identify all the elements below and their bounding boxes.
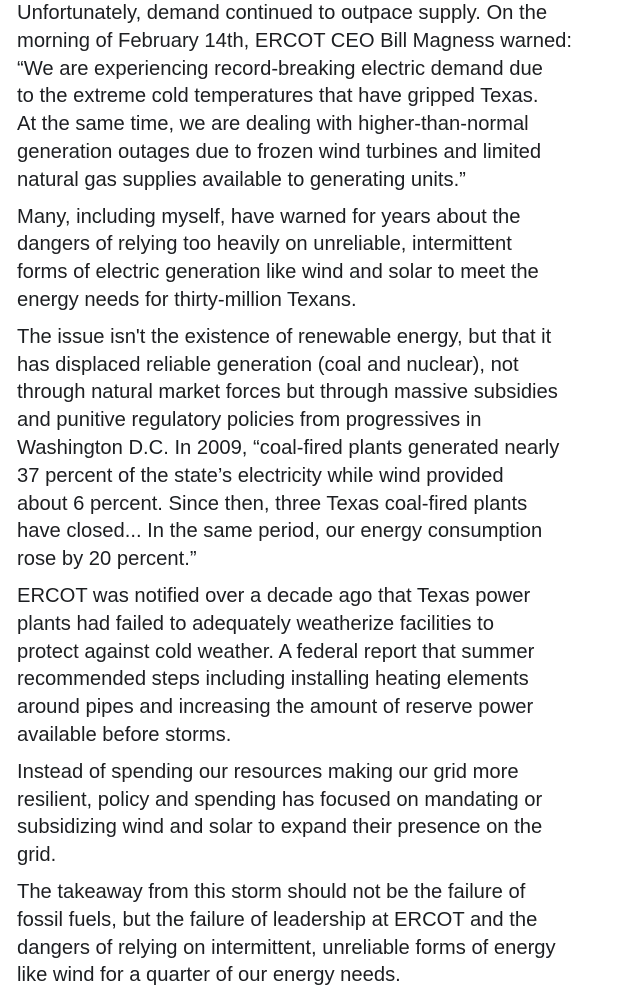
paragraph-takeaway [17, 879, 626, 990]
text-line: resilient, policy and spending has focused on mandating or [17, 788, 543, 811]
text-line: Many, including myself, have warned for years about the [17, 205, 521, 228]
text-line: morning of February 14th, ERCOT CEO Bill Magness warned: [17, 29, 573, 52]
text-line: At the same time, we are dealing with higher-than-normal [17, 113, 529, 136]
text-line: fossil fuels, but the failure of leadership at ERCOT and the [17, 908, 538, 931]
text-line: has displaced reliable generation (coal and nuclear), not [17, 353, 519, 376]
text-line: natural gas supplies available to generating units.” [17, 168, 466, 191]
text-line: about 6 percent. Since then, three Texas coal-fired plants [17, 492, 528, 515]
text-line: through natural market forces but through massive subsidies [17, 381, 558, 404]
text-line: and punitive regulatory policies from progressives in [17, 409, 482, 432]
paragraph-warnings [17, 204, 626, 315]
text-line: rose by 20 percent.” [17, 548, 197, 571]
text-line: like wind for a quarter of our energy needs. [17, 964, 401, 987]
text-line: 37 percent of the state’s electricity while wind provided [17, 464, 504, 487]
text-line: dangers of relying too heavily on unreliable, intermittent [17, 233, 512, 256]
paragraph-ercot-notified [17, 583, 626, 750]
text-line: subsidizing wind and solar to expand their presence on the [17, 816, 543, 839]
text-line: energy needs for thirty-million Texans. [17, 288, 357, 311]
paragraph-spending-focus [17, 759, 626, 870]
paragraph-demand-outpaces-supply [17, 0, 626, 195]
text-line: The issue isn't the existence of renewable energy, but that it [17, 325, 552, 348]
text-line: Instead of spending our resources making our grid more [17, 760, 519, 783]
text-line: generation outages due to frozen wind turbines and limited [17, 140, 542, 163]
text-line: ERCOT was notified over a decade ago that Texas power [17, 584, 531, 607]
text-line: to the extreme cold temperatures that have gripped Texas. [17, 85, 539, 108]
text-line: grid. [17, 844, 57, 867]
text-line: have closed... In the same period, our energy consumption [17, 520, 543, 543]
text-line: Washington D.C. In 2009, “coal-fired plants generated nearly [17, 436, 560, 459]
text-line: Unfortunately, demand continued to outpace supply. On the [17, 2, 548, 24]
text-line: protect against cold weather. A federal report that summer [17, 640, 535, 663]
paragraph-renewable-issue [17, 324, 626, 574]
text-line: dangers of relying on intermittent, unreliable forms of energy [17, 936, 556, 959]
text-line: recommended steps including installing heating elements [17, 668, 529, 691]
text-line: forms of electric generation like wind and solar to meet the [17, 261, 539, 284]
text-line: around pipes and increasing the amount of reserve power [17, 696, 534, 719]
text-line: The takeaway from this storm should not be the failure of [17, 880, 526, 903]
text-line: available before storms. [17, 723, 232, 746]
text-line: “We are experiencing record-breaking electric demand due [17, 57, 543, 80]
text-line: plants had failed to adequately weatherize facilities to [17, 612, 494, 635]
